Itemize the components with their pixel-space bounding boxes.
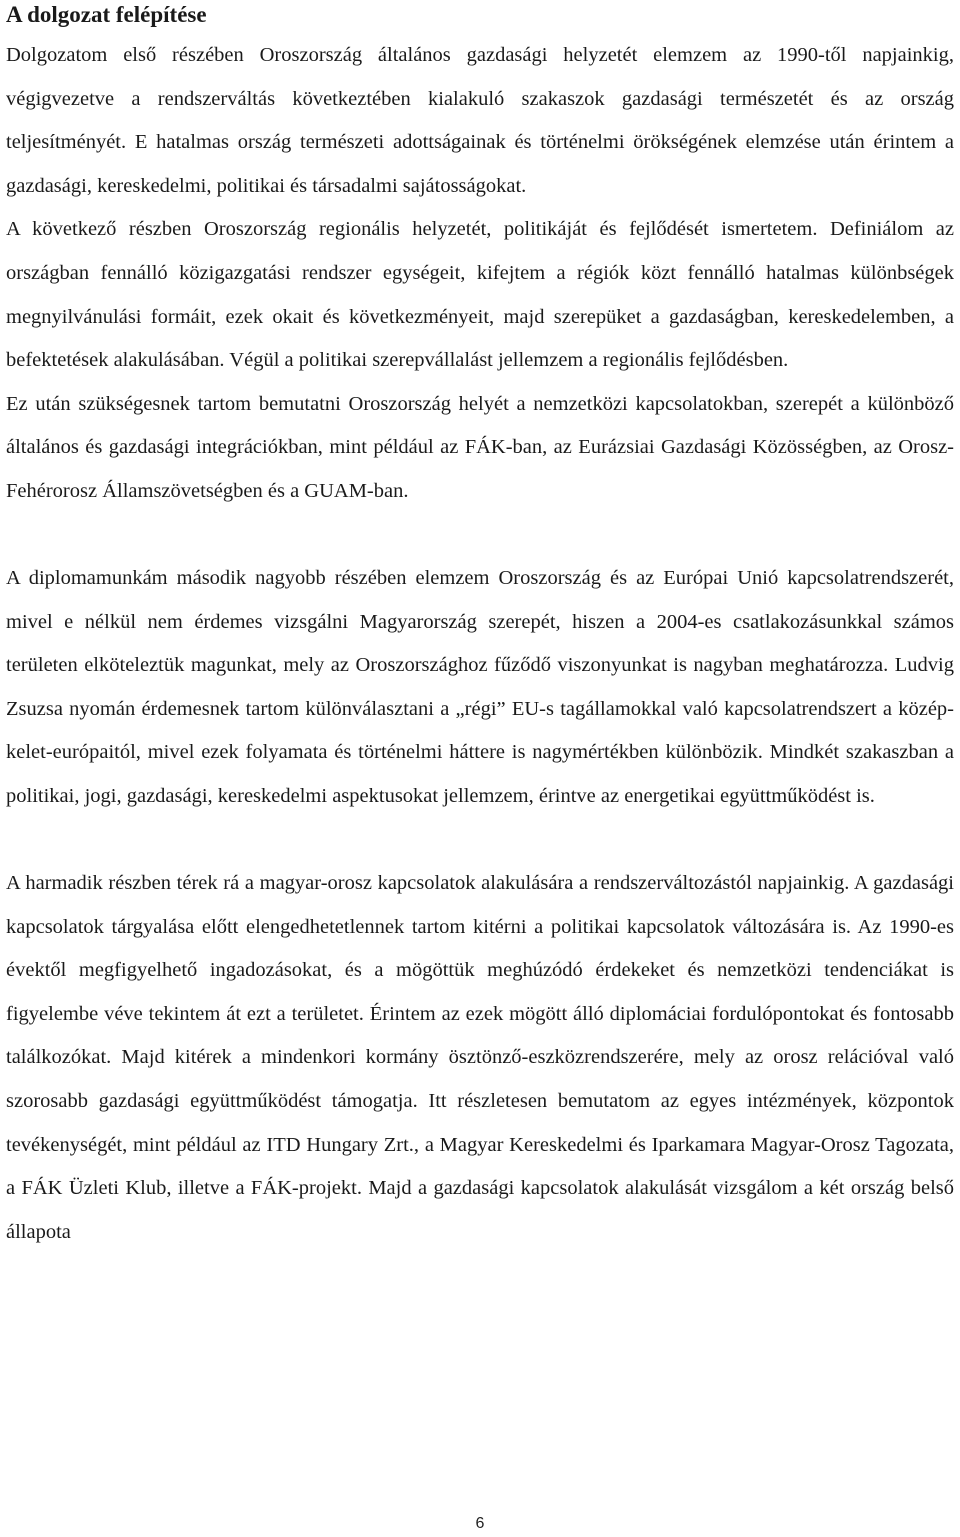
- page-number: 6: [475, 1515, 485, 1532]
- paragraph-regional-policy: A következő részben Oroszország regionális helyzetét, politikáját és fejlődését ismertetem. Definiálom az országban fennálló közigazgatási rendszer egységeit, kifejtem a régiók közt fennálló hatalmas különbségek megnyilvánulási formáit, ezek okait és következményeit, majd szerepüket a gazdaságban, kereskedelemben, a befektetések alakulásában. Végül a politikai szerepvállalást jellemzem a regionális fejlődésben.: [6, 218, 954, 372]
- section-heading: A dolgozat felépítése: [6, 2, 207, 27]
- paragraph-general-economy: Dolgozatom első részében Oroszország általános gazdasági helyzetét elemzem az 1990-től napjainkig, végigvezetve a rendszerváltás következtében kialakuló szakaszok gazdasági természetét és az ország teljesítményét. E hatalmas ország természeti adottságainak és történelmi örökségének elemzése után érintem a gazdasági, kereskedelmi, politikai és társadalmi sajátosságokat.: [6, 44, 954, 197]
- document-page: [6, 0, 954, 1254]
- paragraph-eu-relations: A diplomamunkám második nagyobb részében elemzem Oroszország és az Európai Unió kapcsolatrendszerét, mivel e nélkül nem érdemes vizsgálni Magyarország szerepét, hiszen a 2004-es csatlakozásunkkal számos területen elköteleztük magunkat, mely az Oroszországhoz fűződő viszonyunkat is nagyban meghatározza. Ludvig Zsuzsa nyomán érdemesnek tartom különválasztani a „régi” EU-s tagállamokkal való kapcsolatrendszert a közép-kelet-európaitól, mivel ezek folyamata és történelmi háttere is nagymértékben különbözik. Mindkét szakaszban a politikai, jogi, gazdasági, kereskedelmi aspektusokat jellemzem, érintve az energetikai együttműködést is.: [6, 567, 954, 807]
- paragraph-gap: [6, 514, 954, 558]
- paragraph-hungarian-russian-relations: A harmadik részben térek rá a magyar-orosz kapcsolatok alakulására a rendszerváltozástól napjainkig. A gazdasági kapcsolatok tárgyalása előtt elengedhetetlennek tartom kitérni a politikai kapcsolatok változására is. Az 1990-es évektől megfigyelhető ingadozásokat, és a mögöttük meghúzódó érdekeket és nemzetközi tendenciákat is figyelembe véve tekintem át ezt a területet. Érintem az ezek mögött álló diplomáciai fordulópontokat és fontosabb találkozókat. Majd kitérek a mindenkori kormány ösztönző-eszközrendszerére, mely az orosz relációval való szorosabb gazdasági együttműködést támogatja. Itt részletesen bemutatom az egyes intézmények, központok tevékenységét, mint például az ITD Hungary Zrt., a Magyar Kereskedelmi és Iparkamara Magyar-Orosz Tagozata, a FÁK Üzleti Klub, illetve a FÁK-projekt. Majd a gazdasági kapcsolatok alakulását vizsgálom a két ország belső állapota: [6, 872, 954, 1243]
- paragraph-gap: [6, 819, 954, 863]
- paragraph-international-relations: Ez után szükségesnek tartom bemutatni Oroszország helyét a nemzetközi kapcsolatokban, szerepét a különböző általános és gazdasági integrációkban, mint például az FÁK-ban, az Eurázsiai Gazdasági Közösségben, az Orosz-Fehérorosz Államszövetségben és a GUAM-ban.: [6, 392, 954, 502]
